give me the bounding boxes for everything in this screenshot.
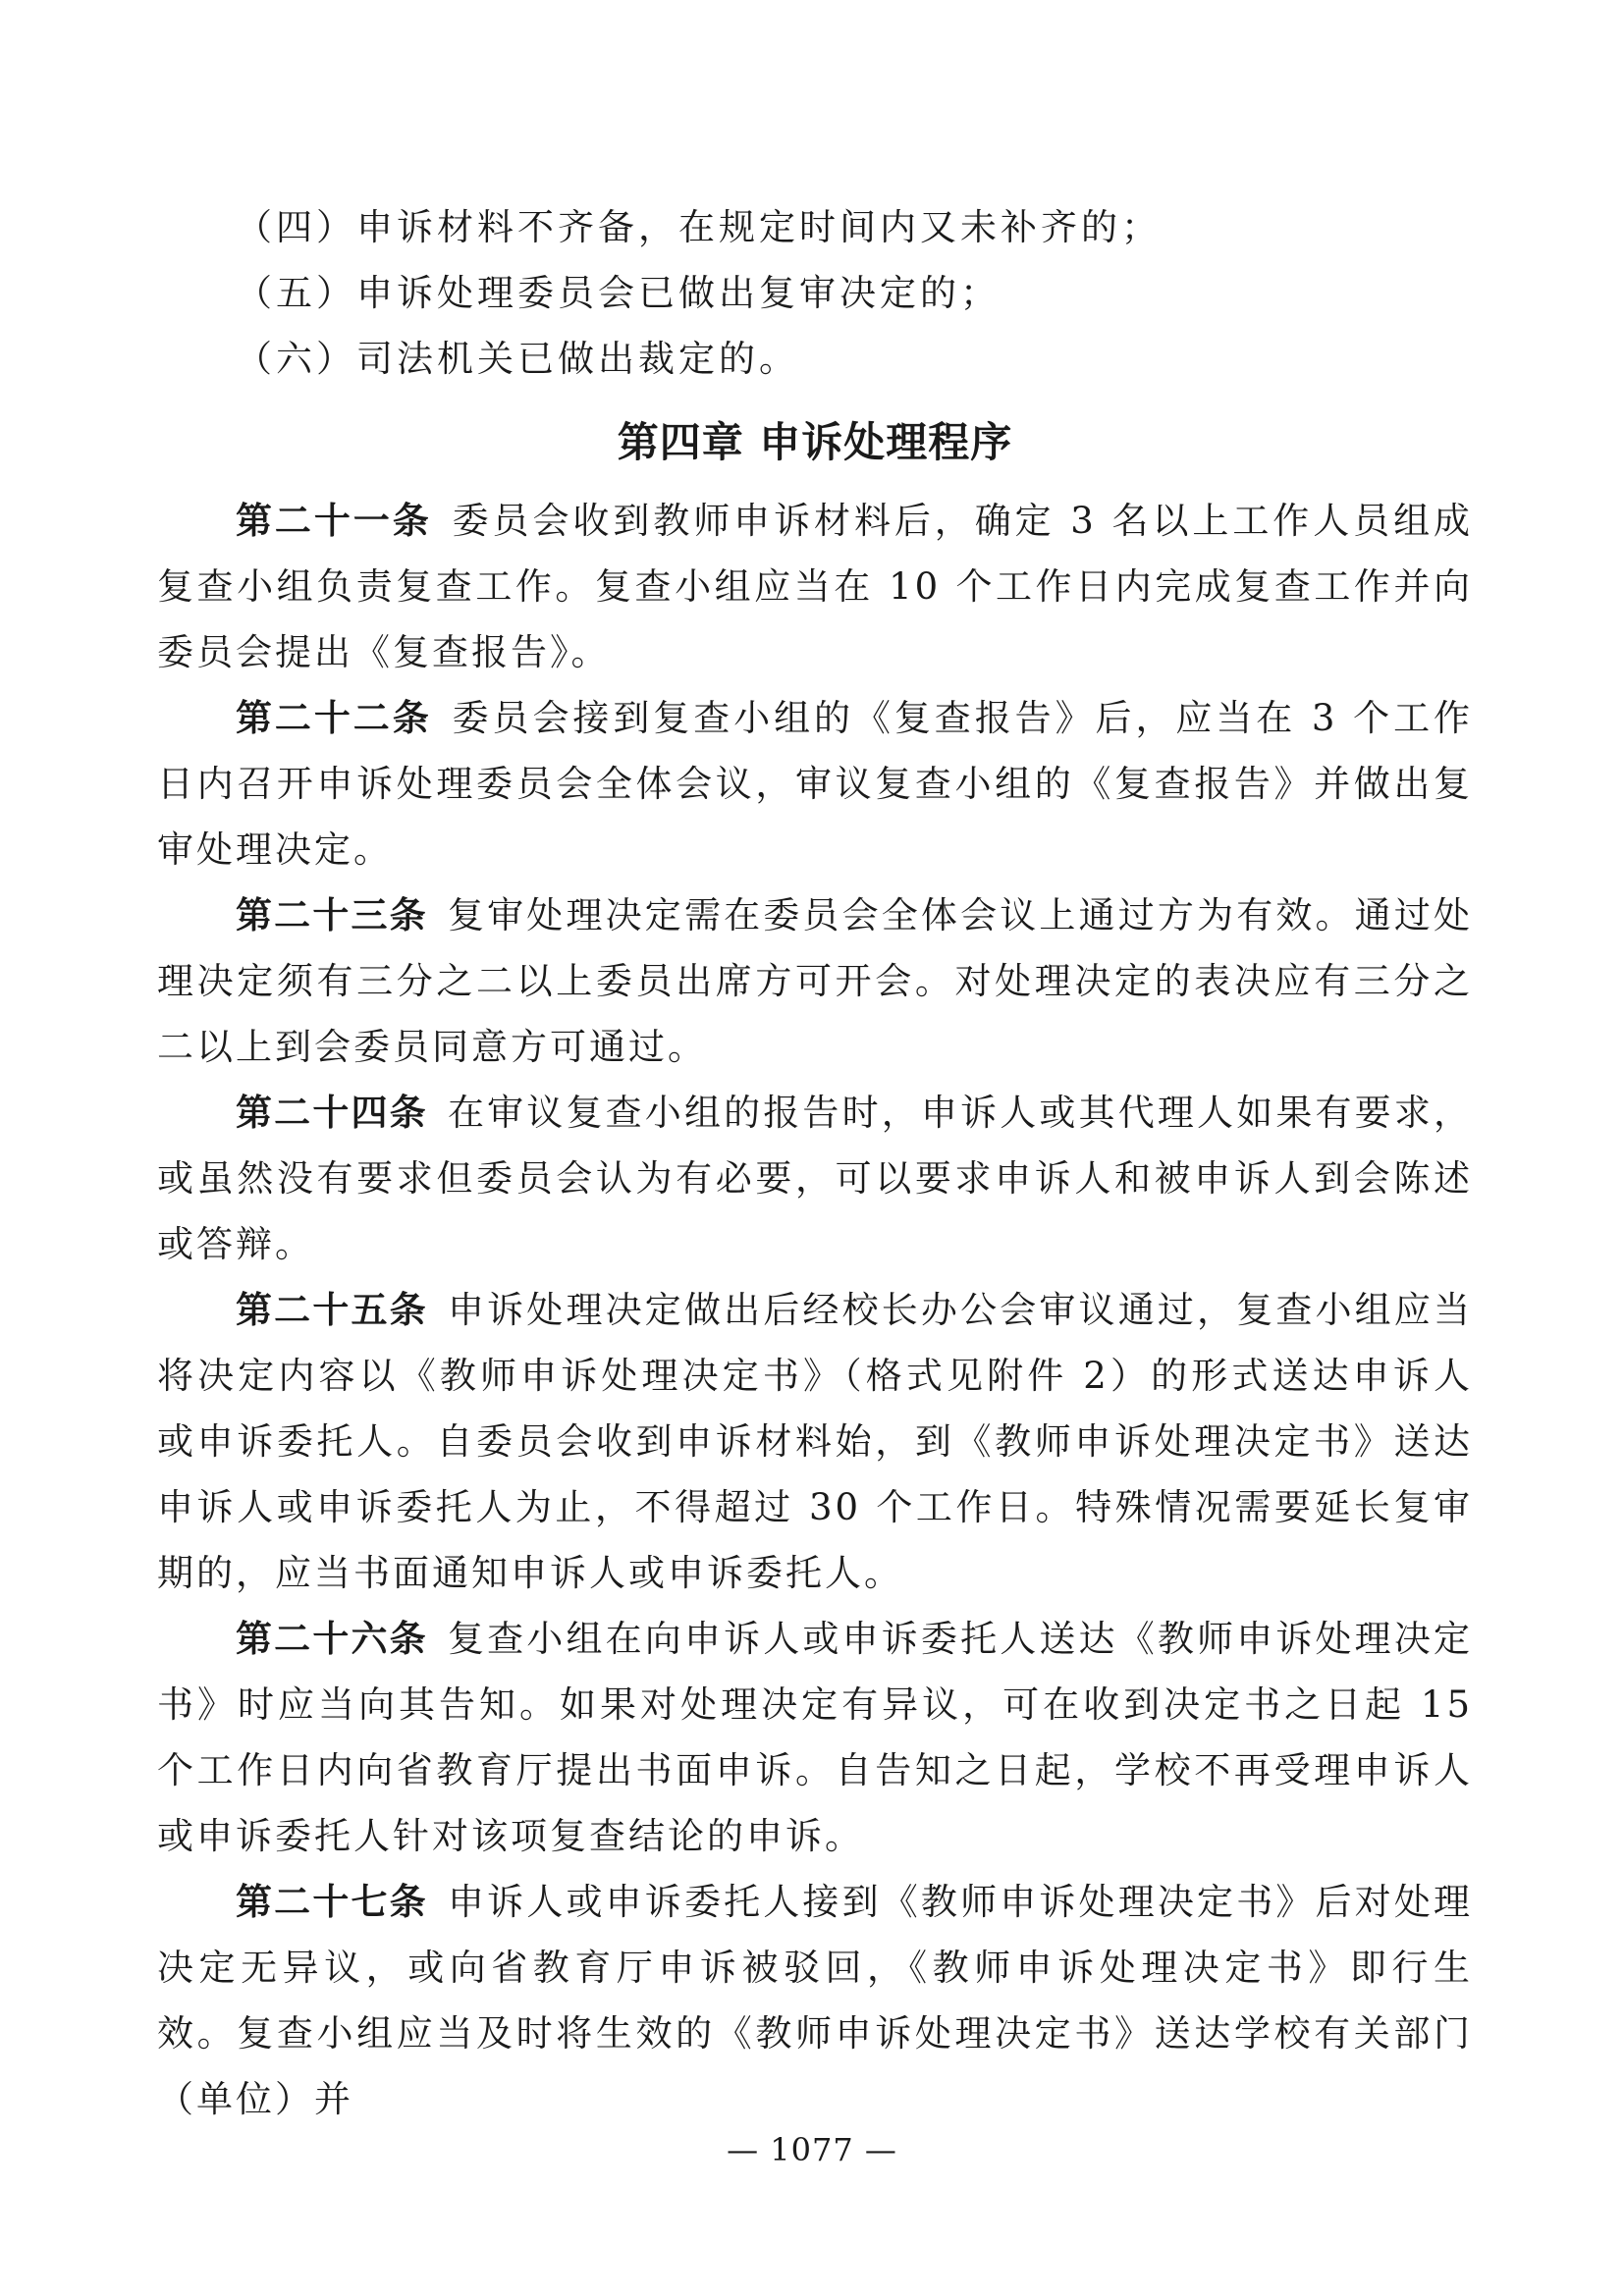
article-title: 第二十五条 <box>236 1288 428 1331</box>
article-title: 第二十四条 <box>236 1091 428 1134</box>
chapter-title: 第四章 申诉处理程序 <box>617 418 1013 466</box>
article-title: 第二十六条 <box>236 1617 428 1660</box>
article <box>157 1080 1473 1277</box>
document-body <box>157 194 1473 2132</box>
list-item: （五）申诉处理委员会已做出复审决定的； <box>236 272 1001 314</box>
article-text: 复查小组在向申诉人或申诉委托人送达《教师申诉处理决定书》时应当向其告知。如果对处理决定有异议，可在收到决定书之日起 15 个工作日内向省教育厅提出书面申诉。自告知之日起，学校不再受理申诉人或申诉委托人针对该项复查结论的申诉。 <box>157 1618 1474 1857</box>
article <box>157 1277 1473 1606</box>
article <box>157 1869 1473 2132</box>
article-title: 第二十三条 <box>236 893 428 936</box>
list-item: （六）司法机关已做出裁定的。 <box>236 338 799 380</box>
article-text: 在审议复查小组的报告时，申诉人或其代理人如果有要求，或虽然没有要求但委员会认为有必要，可以要求申诉人和被申诉人到会陈述或答辩。 <box>157 1092 1474 1265</box>
article-text: 复审处理决定需在委员会全体会议上通过方为有效。通过处理决定须有三分之二以上委员出席方可开会。对处理决定的表决应有三分之二以上到会委员同意方可通过。 <box>157 894 1474 1068</box>
article-title: 第二十七条 <box>236 1880 428 1923</box>
article-text: 申诉处理决定做出后经校长办公会审议通过，复查小组应当将决定内容以《教师申诉处理决定书》（格式见附件 2）的形式送达申诉人或申诉委托人。自委员会收到申诉材料始，到《教师申诉处理决定书》送达申诉人或申诉委托人为止，不得超过 30 个工作日。特殊情况需要延长复审期的，应当书面通知申诉人或申诉委托人。 <box>157 1289 1474 1594</box>
list-item: （四）申诉材料不齐备，在规定时间内又未补齐的； <box>236 206 1162 248</box>
article <box>157 685 1473 882</box>
article-title: 第二十二条 <box>236 696 432 739</box>
article-text: 委员会收到教师申诉材料后，确定 3 名以上工作人员组成复查小组负责复查工作。复查小组应当在 10 个工作日内完成复查工作并向委员会提出《复查报告》。 <box>157 500 1474 673</box>
article <box>157 882 1473 1080</box>
article <box>157 1606 1473 1869</box>
page-number: — 1077 — <box>727 2131 897 2168</box>
article-text: 委员会接到复查小组的《复查报告》后，应当在 3 个工作日内召开申诉处理委员会全体会议，审议复查小组的《复查报告》并做出复审处理决定。 <box>157 697 1474 871</box>
article-title: 第二十一条 <box>236 499 432 542</box>
article <box>157 488 1473 685</box>
article-text: 申诉人或申诉委托人接到《教师申诉处理决定书》后对处理决定无异议，或向省教育厅申诉被驳回，《教师申诉处理决定书》即行生效。复查小组应当及时将生效的《教师申诉处理决定书》送达学校有关部门（单位）并 <box>157 1881 1474 2120</box>
